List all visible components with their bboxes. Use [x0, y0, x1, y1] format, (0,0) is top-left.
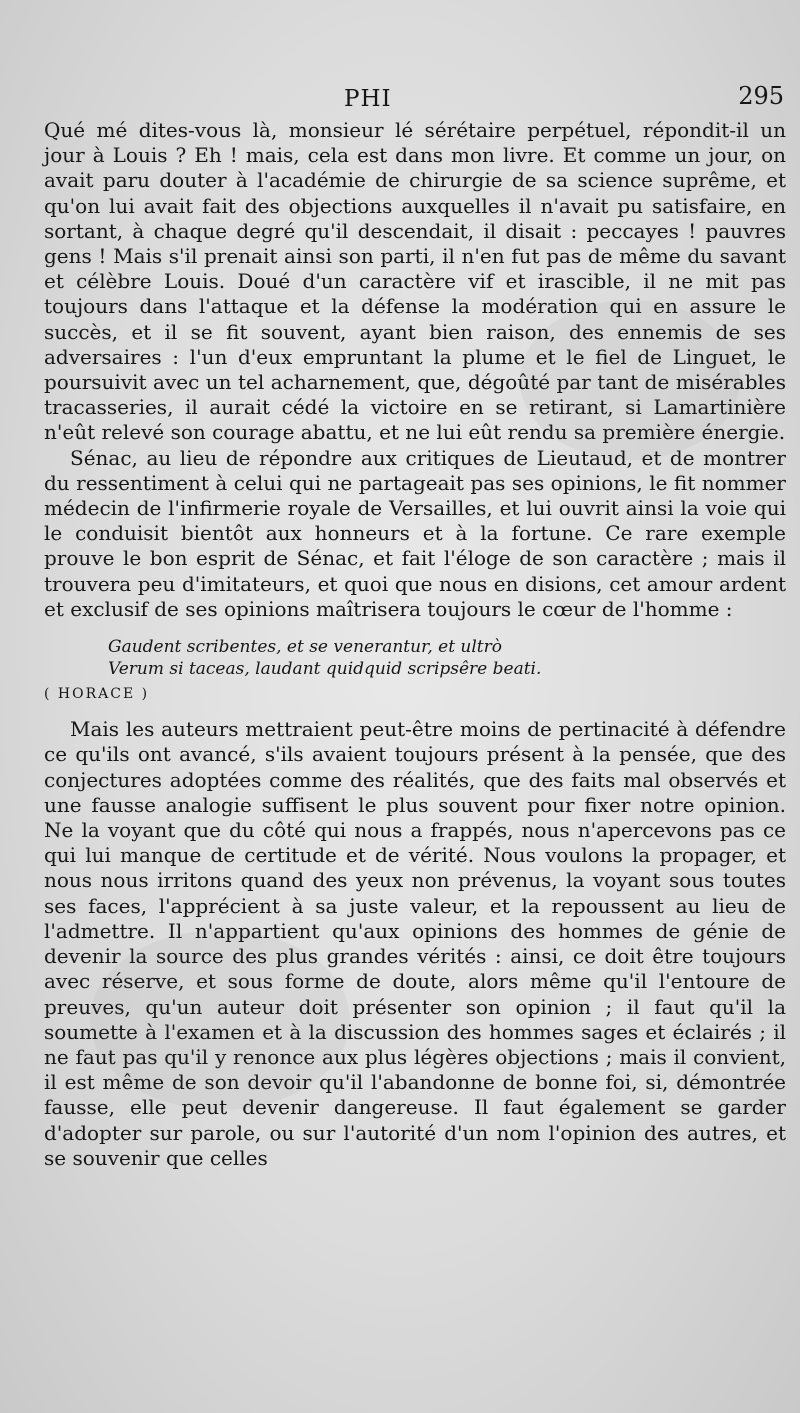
quotation-line: Verum si taceas, laudant quidquid scripsêre beati. — [108, 659, 542, 680]
paragraph-1: Qué mé dites-vous là, monsieur lé sérétaire perpétuel, répondit-il un jour à Louis ? Eh ! mais, cela est dans mon livre. Et comme un jour, on avait paru douter à l'académie de chirurgie de sa science suprême, et qu'on lui avait fait des objections auxquelles il n'avait pu satisfaire, en sortant, à chaque degré qu'il descendait, il disait : peccayes ! pauvres gens ! Mais s'il prenait ainsi son parti, il n'en fut pas de même du savant et célèbre Louis. Doué d'un caractère vif et irascible, il ne mit pas toujours dans l'attaque et la défense la modération qui en assure le succès, et il se fit souvent, ayant bien raison, des ennemis de ses adversaires : l'un d'eux empruntant la plume et le fiel de Linguet, le poursuivit avec un tel acharnement, que, dégoûté par tant de misérables tracasseries, il aurait cédé la victoire en se retirant, si Lamartinière n'eût relevé son courage abattu, et ne lui eût rendu sa première énergie. — [44, 118, 786, 445]
quotation-attribution: ( HORACE ) — [44, 686, 150, 703]
page-number: 295 — [738, 82, 784, 110]
body-text — [44, 118, 786, 1171]
running-head: PHI — [344, 86, 392, 112]
quotation-line: Gaudent scribentes, et se venerantur, et ultrò — [108, 637, 503, 658]
paragraph-3: Mais les auteurs mettraient peut-être moins de pertinacité à défendre ce qu'ils ont avancé, s'ils avaient toujours présent à la pensée, que des conjectures adoptées comme des réalités, que des faits mal observés et une fausse analogie suffisent le plus souvent pour fixer notre opinion. Ne la voyant que du côté qui nous a frappés, nous n'apercevons pas ce qui lui manque de certitude et de vérité. Nous voulons la propager, et nous nous irritons quand des yeux non prévenus, la voyant sous toutes ses faces, l'apprécient à sa juste valeur, et la repoussent au lieu de l'admettre. Il n'appartient qu'aux opinions des hommes de génie de devenir la source des plus grandes vérités : ainsi, ce doit être toujours avec réserve, et sous forme de doute, alors même qu'il l'entoure de preuves, qu'un auteur doit présenter son opinion ; il faut qu'il la soumette à l'examen et à la discussion des hommes sages et éclairés ; il ne faut pas qu'il y renonce aux plus légères objections ; mais il convient, il est même de son devoir qu'il l'abandonne de bonne foi, si, démontrée fausse, elle peut devenir dangereuse. Il faut également se garder d'adopter sur parole, ou sur l'autorité d'un nom l'opinion des autres, et se souvenir que celles — [44, 717, 786, 1170]
page-header — [44, 82, 786, 118]
paragraph-2: Sénac, au lieu de répondre aux critiques de Lieutaud, et de montrer du ressentiment à celui qui ne partageait pas ses opinions, le fit nommer médecin de l'infirmerie royale de Versailles, et lui ouvrit ainsi la voie qui le conduisit bientôt aux honneurs et à la fortune. Ce rare exemple prouve le bon esprit de Sénac, et fait l'éloge de son caractère ; mais il trouvera peu d'imitateurs, et quoi que nous en disions, cet amour ardent et exclusif de ses opinions maîtrisera toujours le cœur de l'homme : — [44, 445, 786, 621]
latin-quotation — [108, 636, 786, 680]
